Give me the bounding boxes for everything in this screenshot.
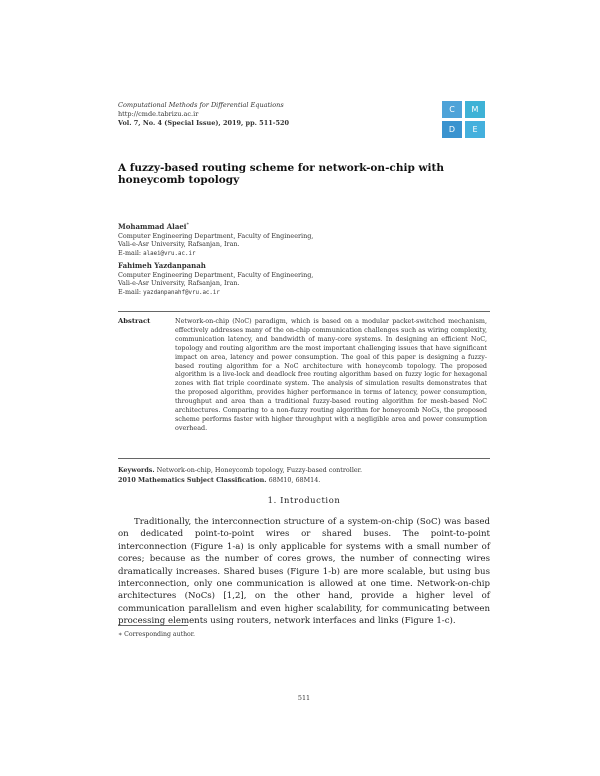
footnote-rule — [118, 625, 188, 626]
journal-name: Computational Methods for Differential Equations — [118, 101, 284, 109]
page-number: 511 — [297, 694, 311, 702]
email-label: E-mail: — [118, 287, 142, 296]
abstract-bottom-rule — [118, 458, 490, 459]
logo-tile-m: M — [465, 101, 485, 118]
author-name: Mohammad Alaei — [118, 222, 187, 232]
author-email[interactable]: yazdanpanahf@vru.ac.ir — [143, 289, 220, 296]
corresponding-mark: * — [186, 222, 189, 228]
author-block — [118, 262, 313, 297]
author-department: Computer Engineering Department, Faculty of Engineering, — [118, 231, 314, 240]
keywords-text: Network-on-chip, Honeycomb topology, Fuzzy-based controller. — [156, 466, 363, 474]
author-email[interactable]: alaei@vru.ac.ir — [143, 250, 196, 257]
author-department: Computer Engineering Department, Faculty of Engineering, — [118, 270, 314, 279]
journal-header — [118, 101, 289, 128]
journal-logo — [440, 99, 490, 139]
section-heading: 1. Introduction — [267, 495, 341, 505]
journal-volume-info: Vol. 7, No. 4 (Special Issue), 2019, pp. 511-520 — [118, 119, 290, 127]
logo-tile-c: C — [442, 101, 462, 118]
author-block — [118, 221, 313, 258]
msc-text: 68M10, 68M14. — [268, 476, 321, 484]
introduction-paragraph: Traditionally, the interconnection structure of a system-on-chip (SoC) was based on dedicated point-to-point wires or shared buses. The point-to-point interconnection (Figure 1-a) is only applicable for systems with a small number of cores; because as the number of cores grows, the number of connecting wires dramatically increases. Shared buses (Figure 1-b) are more scalable, but using bus interconnection, only one communication is allowed at one time. Network-on-chip architectures (NoCs) [1,2], on the other hand, provide a higher level of communication parallelism and even higher scalability, for communicating between processing elements using routers, network interfaces and links (Figure 1-c). — [118, 517, 490, 627]
abstract-top-rule — [118, 311, 490, 312]
abstract-text: Network-on-chip (NoC) paradigm, which is based on a modular packet-switched mechanism, effectively addresses many of the on-chip communication challenges such as wiring complexity, communication latency, and bandwidth of many-core systems. In designing an efficient NoC, topology and routing algorithm are the most important challenging issues that have significant impact on area, latency and power consumption. The goal of this paper is designing a fuzzy-based routing algorithm for a NoC architecture with honeycomb topology. The proposed algorithm is a live-lock and deadlock free routing algorithm based on fuzzy logic for hexagonal zones with flat triple coordinate system. The analysis of simulation results demonstrates that the proposed algorithm, provides higher performance in terms of latency, power consumption, throughput and area than a traditional fuzzy-based routing algorithm for mesh-based NoC architectures. Comparing to a non-fuzzy routing algorithm for honeycomb NoCs, the proposed scheme performs faster with higher throughput with a negligible area and power consumption overhead. — [175, 317, 487, 432]
logo-tile-e: E — [465, 121, 485, 138]
email-label: E-mail: — [118, 248, 142, 257]
author-university: Vali-e-Asr University, Rafsanjan, Iran. — [118, 279, 240, 287]
author-name: Fahimeh Yazdanpanah — [118, 261, 206, 270]
journal-url[interactable]: http://cmde.tabrizu.ac.ir — [118, 110, 199, 118]
abstract-label: Abstract — [118, 317, 151, 325]
footnote: ∗ Corresponding author. — [118, 631, 196, 638]
keywords-label: Keywords. — [118, 466, 155, 474]
author-university: Vali-e-Asr University, Rafsanjan, Iran. — [118, 240, 240, 249]
msc-label: 2010 Mathematics Subject Classification. — [118, 476, 267, 484]
logo-tile-d: D — [442, 121, 462, 138]
paper-title: A fuzzy-based routing scheme for network-on-chip with honeycomb topology — [118, 162, 444, 186]
keywords-block — [118, 465, 362, 485]
